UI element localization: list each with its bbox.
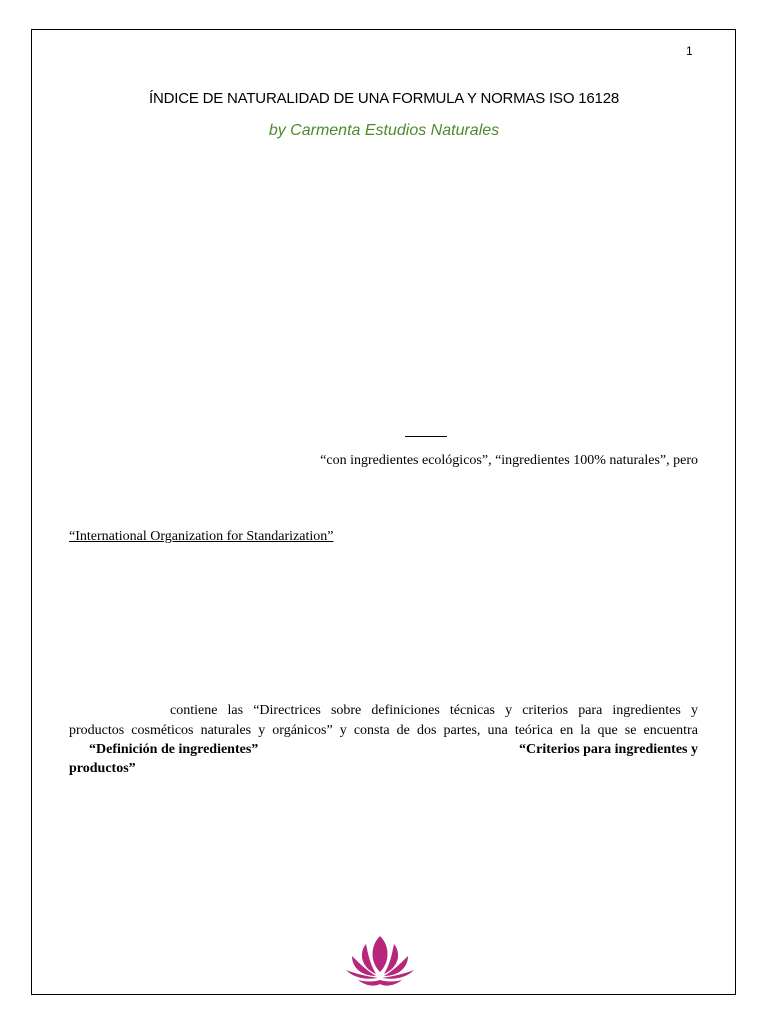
paragraph-row-1-word: sobre [330,703,362,718]
paragraph-row-2-word: cosméticos [131,723,194,738]
paragraph-row-2-word: y [339,723,347,738]
paragraph-row-2-word: encuentra [643,723,698,738]
paragraph-row-1-word: y [690,703,698,718]
paragraph-row-1-word: para [578,703,603,718]
term-criterios-ingredientes: “Criterios para ingredientes y [519,742,698,757]
paragraph-row-1-word: y [505,703,513,718]
quote-line-ingredients: “con ingredientes ecológicos”, “ingredientes 100% naturales”, pero [320,453,698,468]
paragraph-row-1 [170,703,698,719]
paragraph-row-2-word: de [396,723,410,738]
document-subtitle: by Carmenta Estudios Naturales [268,122,500,139]
paragraph-row-2-word: una [487,723,508,738]
iso-organization-name: “International Organization for Standarization” [69,529,334,544]
lotus-icon [344,934,416,988]
paragraph-row-1-word: “Directrices [253,703,321,718]
paragraph-row-2-word: teórica [514,723,553,738]
paragraph-row-2-word: que [597,723,618,738]
term-productos: productos” [69,761,136,776]
paragraph-row-2-word: partes, [443,723,481,738]
paragraph-row-1-word: contiene [170,703,218,718]
paragraph-row-1-word: definiciones [371,703,440,718]
page-number: 1 [686,44,693,58]
blank-underline-mark [405,436,447,437]
paragraph-row-2-word: y [258,723,266,738]
paragraph-row-1-word: las [227,703,244,718]
paragraph-row-1-word: ingredientes [612,703,681,718]
paragraph-row-1-word: criterios [522,703,569,718]
paragraph-row-2-word: dos [416,723,437,738]
paragraph-row-1-word: técnicas [449,703,495,718]
document-title: ÍNDICE DE NATURALIDAD DE UNA FORMULA Y NORMAS ISO 16128 [149,90,619,107]
paragraph-row-2-word: naturales [200,723,252,738]
paragraph-row-2-word: orgánicos” [272,723,333,738]
paragraph-row-2-word: se [624,723,637,738]
paragraph-row-2 [69,723,698,739]
term-definicion-ingredientes: “Definición de ingredientes” [89,742,259,757]
page-frame [31,29,736,995]
paragraph-row-2-word: productos [69,723,125,738]
paragraph-row-2-word: en [559,723,574,738]
paragraph-row-2-word: consta [353,723,390,738]
paragraph-row-2-word: la [580,723,591,738]
